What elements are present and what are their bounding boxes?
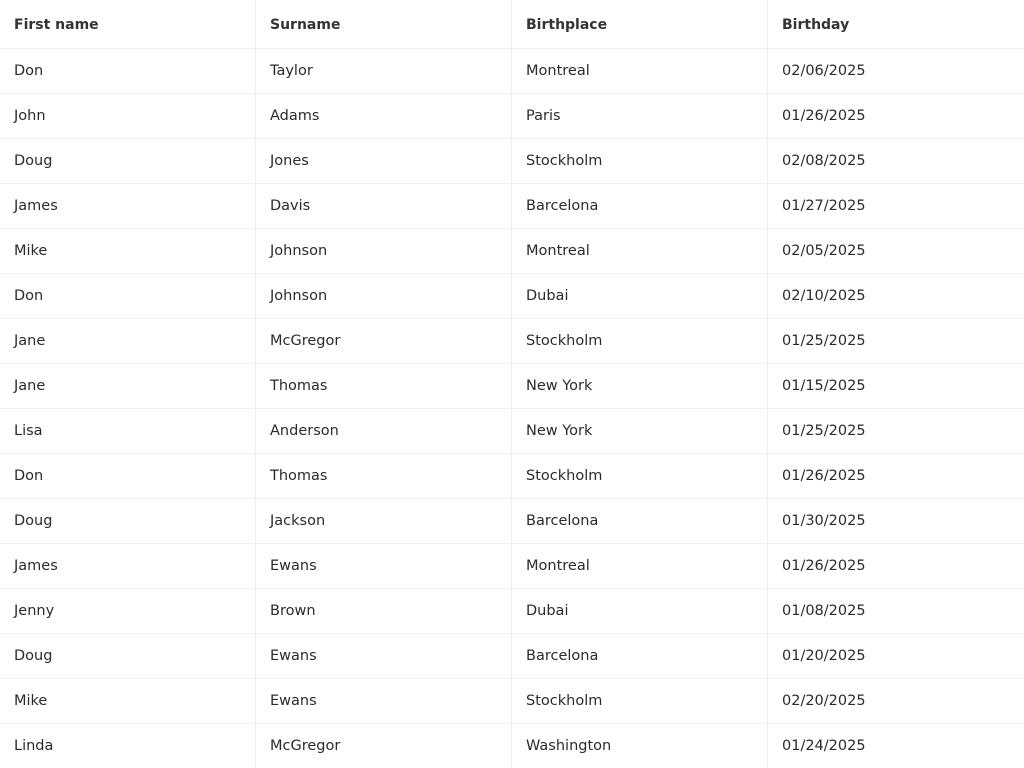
- cell-first-name[interactable]: Don: [0, 274, 256, 318]
- cell-birthday[interactable]: 01/27/2025: [782, 198, 866, 214]
- cell-birthday[interactable]: 02/10/2025: [782, 288, 866, 304]
- table-row[interactable]: [0, 634, 1024, 679]
- cell-first-name[interactable]: Jane: [0, 364, 256, 408]
- table-row[interactable]: [0, 544, 1024, 589]
- cell-surname[interactable]: Taylor: [256, 49, 512, 93]
- table-row[interactable]: [0, 49, 1024, 94]
- cell-birthplace[interactable]: Montreal: [512, 229, 768, 273]
- table-row[interactable]: [0, 454, 1024, 499]
- cell-first-name[interactable]: John: [0, 94, 256, 138]
- cell-birthplace[interactable]: New York: [512, 409, 768, 453]
- cell-surname[interactable]: Johnson: [256, 274, 512, 318]
- cell-birthplace[interactable]: Stockholm: [512, 319, 768, 363]
- cell-first-name[interactable]: Jane: [0, 319, 256, 363]
- column-header-surname[interactable]: Surname: [256, 0, 512, 48]
- cell-first-name[interactable]: James: [0, 544, 256, 588]
- cell-first-name[interactable]: James: [0, 184, 256, 228]
- table-row[interactable]: [0, 499, 1024, 544]
- cell-first-name[interactable]: Doug: [0, 139, 256, 183]
- table-row[interactable]: [0, 724, 1024, 768]
- cell-surname[interactable]: Brown: [256, 589, 512, 633]
- table-row[interactable]: [0, 364, 1024, 409]
- cell-birthplace[interactable]: Dubai: [512, 274, 768, 318]
- cell-first-name[interactable]: Don: [0, 49, 256, 93]
- cell-surname[interactable]: McGregor: [256, 724, 512, 768]
- cell-surname[interactable]: Johnson: [256, 229, 512, 273]
- cell-surname[interactable]: Jones: [256, 139, 512, 183]
- cell-surname[interactable]: Ewans: [256, 544, 512, 588]
- cell-first-name[interactable]: Lisa: [0, 409, 256, 453]
- cell-birthday[interactable]: 02/20/2025: [782, 693, 866, 709]
- cell-birthplace[interactable]: New York: [512, 364, 768, 408]
- table-row[interactable]: [0, 139, 1024, 184]
- cell-birthplace[interactable]: Barcelona: [512, 184, 768, 228]
- cell-birthplace[interactable]: Paris: [512, 94, 768, 138]
- cell-birthday[interactable]: 02/06/2025: [782, 63, 866, 79]
- cell-birthday[interactable]: 01/25/2025: [782, 423, 866, 439]
- column-header-birthday[interactable]: Birthday: [782, 16, 850, 33]
- cell-first-name[interactable]: Mike: [0, 229, 256, 273]
- cell-birthday[interactable]: 01/30/2025: [782, 513, 866, 529]
- cell-surname[interactable]: Davis: [256, 184, 512, 228]
- cell-birthplace[interactable]: Dubai: [512, 589, 768, 633]
- cell-surname[interactable]: Thomas: [256, 454, 512, 498]
- column-header-first-name[interactable]: First name: [0, 0, 256, 48]
- cell-first-name[interactable]: Doug: [0, 499, 256, 543]
- table-header-row: [0, 0, 1024, 49]
- cell-surname[interactable]: Jackson: [256, 499, 512, 543]
- cell-birthday[interactable]: 01/24/2025: [782, 738, 866, 754]
- cell-birthplace[interactable]: Stockholm: [512, 139, 768, 183]
- cell-birthday[interactable]: 02/05/2025: [782, 243, 866, 259]
- table-row[interactable]: [0, 589, 1024, 634]
- cell-birthplace[interactable]: Stockholm: [512, 679, 768, 723]
- cell-first-name[interactable]: Linda: [0, 724, 256, 768]
- cell-surname[interactable]: Anderson: [256, 409, 512, 453]
- cell-birthday[interactable]: 01/15/2025: [782, 378, 866, 394]
- table-row[interactable]: [0, 679, 1024, 724]
- table-row[interactable]: [0, 94, 1024, 139]
- cell-first-name[interactable]: Doug: [0, 634, 256, 678]
- table-row[interactable]: [0, 409, 1024, 454]
- cell-first-name[interactable]: Don: [0, 454, 256, 498]
- cell-birthday[interactable]: 01/26/2025: [782, 558, 866, 574]
- cell-birthplace[interactable]: Montreal: [512, 49, 768, 93]
- cell-surname[interactable]: Ewans: [256, 634, 512, 678]
- cell-birthplace[interactable]: Barcelona: [512, 634, 768, 678]
- cell-birthplace[interactable]: Washington: [512, 724, 768, 768]
- cell-birthday[interactable]: 02/08/2025: [782, 153, 866, 169]
- cell-birthplace[interactable]: Montreal: [512, 544, 768, 588]
- cell-birthday[interactable]: 01/26/2025: [782, 468, 866, 484]
- table-row[interactable]: [0, 274, 1024, 319]
- table-row[interactable]: [0, 229, 1024, 274]
- cell-surname[interactable]: McGregor: [256, 319, 512, 363]
- column-header-birthplace[interactable]: Birthplace: [512, 0, 768, 48]
- cell-surname[interactable]: Thomas: [256, 364, 512, 408]
- cell-birthplace[interactable]: Stockholm: [512, 454, 768, 498]
- cell-birthday[interactable]: 01/08/2025: [782, 603, 866, 619]
- cell-birthday[interactable]: 01/20/2025: [782, 648, 866, 664]
- cell-first-name[interactable]: Mike: [0, 679, 256, 723]
- cell-birthday[interactable]: 01/25/2025: [782, 333, 866, 349]
- cell-birthplace[interactable]: Barcelona: [512, 499, 768, 543]
- cell-surname[interactable]: Ewans: [256, 679, 512, 723]
- cell-surname[interactable]: Adams: [256, 94, 512, 138]
- table-row[interactable]: [0, 184, 1024, 229]
- cell-first-name[interactable]: Jenny: [0, 589, 256, 633]
- table-row[interactable]: [0, 319, 1024, 364]
- cell-birthday[interactable]: 01/26/2025: [782, 108, 866, 124]
